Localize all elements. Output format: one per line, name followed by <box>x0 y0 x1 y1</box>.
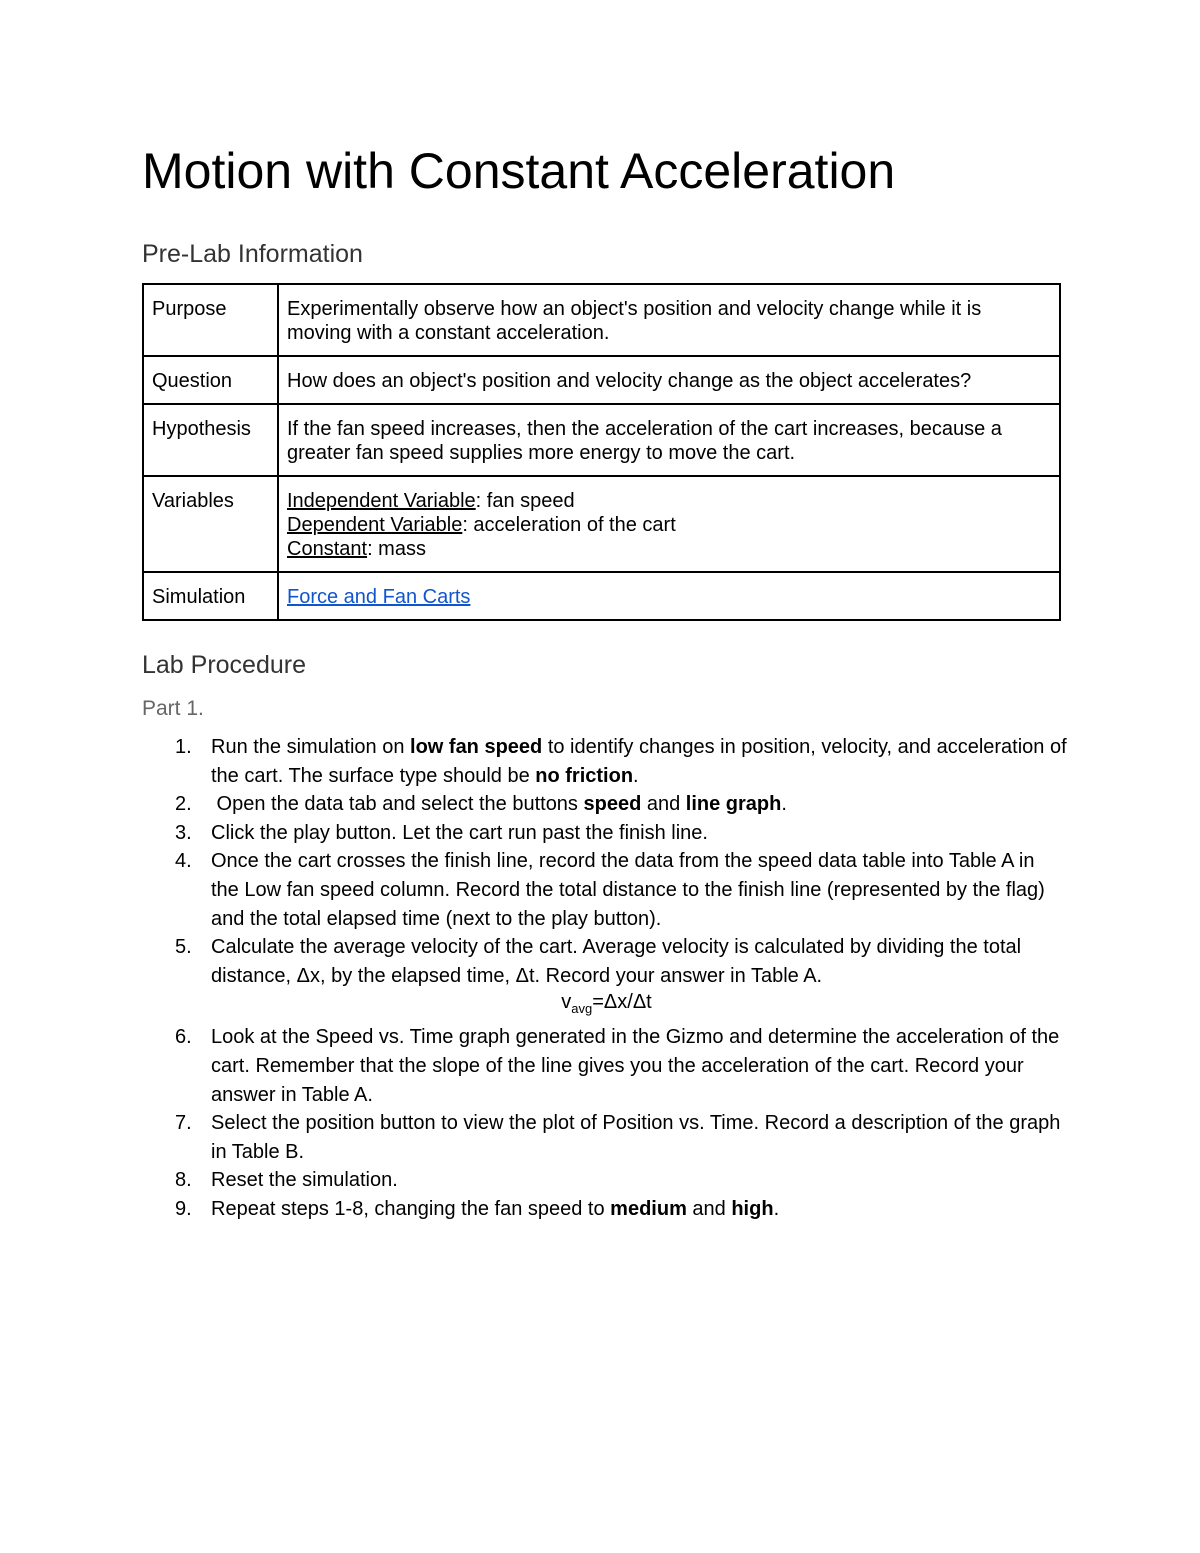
independent-label: Independent Variable <box>287 490 476 512</box>
list-item <box>142 819 1067 848</box>
table-row-purpose <box>143 284 1060 356</box>
step-bold: no friction <box>535 764 634 787</box>
step-text: and <box>686 1197 732 1220</box>
step-number: 7. <box>175 1112 192 1135</box>
table-row-variables <box>143 476 1060 572</box>
variables-label: Variables <box>143 476 278 572</box>
step-text: Repeat steps 1-8, changing the fan speed to <box>211 1197 611 1220</box>
page-title: Motion with Constant Acceleration <box>142 143 896 199</box>
list-item <box>142 1109 1067 1166</box>
list-item <box>142 933 1067 1021</box>
list-item <box>142 847 1067 933</box>
step-text: to identify changes in position, velocity, and acceleration of the cart. The surface type should be <box>211 736 1067 787</box>
question-text: How does an object's position and velocity change as the object accelerates? <box>278 356 1060 404</box>
step-number: 1. <box>175 736 192 758</box>
dependent-value: : acceleration of the cart <box>462 514 676 536</box>
step-bold: high <box>731 1197 774 1220</box>
step-text: Click the play button. Let the cart run past the finish line. <box>211 821 708 844</box>
step-bold: speed <box>583 793 642 816</box>
prelab-table <box>142 283 1061 621</box>
prelab-heading: Pre-Lab Information <box>142 240 363 268</box>
step-text: Look at the Speed vs. Time graph generated in the Gizmo and determine the acceleration of the cart. Remember that the slope of the line gives you the acceleration of the cart. Record your answer in Table A. <box>211 1026 1060 1106</box>
dependent-label: Dependent Variable <box>287 514 463 536</box>
formula-v: v <box>561 991 572 1014</box>
formula-rest: =Δx/Δt <box>592 991 652 1014</box>
step-number: 8. <box>175 1169 192 1192</box>
step-number: 6. <box>175 1026 192 1049</box>
table-row-hypothesis <box>143 404 1060 476</box>
hypothesis-label: Hypothesis <box>143 404 278 476</box>
step-text: Select the position button to view the plot of Position vs. Time. Record a description of the graph in Table B. <box>211 1112 1061 1163</box>
step-bold: low fan speed <box>410 736 543 758</box>
simulation-label: Simulation <box>143 572 278 620</box>
simulation-link[interactable]: Force and Fan Carts <box>287 586 471 608</box>
table-row-question <box>143 356 1060 404</box>
constant-variable <box>287 537 1051 561</box>
step-number: 9. <box>175 1197 192 1220</box>
step-number: 4. <box>175 850 192 873</box>
list-item <box>142 1023 1067 1109</box>
independent-value: : fan speed <box>475 490 575 512</box>
step-text: Calculate the average velocity of the cart. Average velocity is calculated by dividing the total distance, Δx, by the elapsed time, Δt. Record your answer in Table A. <box>211 936 1022 987</box>
list-item <box>142 790 1067 819</box>
part-heading: Part 1. <box>142 697 204 720</box>
step-number: 5. <box>175 936 192 959</box>
constant-label: Constant <box>287 538 368 560</box>
procedure-steps <box>142 733 1067 1224</box>
step-text: Once the cart crosses the finish line, record the data from the speed data table into Table A in the Low fan speed column. Record the total distance to the finish line (represented by the flag) and the total elapsed time (next to the play button). <box>211 850 1045 930</box>
table-row-simulation <box>143 572 1060 620</box>
hypothesis-text: If the fan speed increases, then the acceleration of the cart increases, because a greater fan speed supplies more energy to move the cart. <box>278 404 1060 476</box>
step-text: Reset the simulation. <box>211 1169 398 1192</box>
step-number: 2. <box>175 793 192 816</box>
step-number: 3. <box>175 821 192 844</box>
variables-cell <box>278 476 1060 572</box>
list-item <box>142 1195 1067 1224</box>
step-bold: line graph <box>685 793 782 816</box>
step-text: . <box>633 764 639 787</box>
list-item <box>142 733 1067 790</box>
purpose-text: Experimentally observe how an object's position and velocity change while it is moving with a constant acceleration. <box>278 284 1060 356</box>
lab-procedure-heading: Lab Procedure <box>142 651 307 679</box>
average-velocity-formula <box>211 990 1067 1021</box>
step-text: and <box>641 793 686 816</box>
step-text: . <box>781 793 787 816</box>
purpose-label: Purpose <box>143 284 278 356</box>
simulation-cell <box>278 572 1060 620</box>
step-text: . <box>773 1197 780 1220</box>
question-label: Question <box>143 356 278 404</box>
step-bold: medium <box>610 1197 687 1220</box>
constant-value: : mass <box>367 538 426 560</box>
step-text: Run the simulation on <box>211 736 411 758</box>
dependent-variable <box>287 513 1051 537</box>
list-item <box>142 1166 1067 1195</box>
formula-subscript: avg <box>571 1001 593 1017</box>
step-text: Open the data tab and select the buttons <box>211 793 584 816</box>
independent-variable <box>287 489 1051 513</box>
